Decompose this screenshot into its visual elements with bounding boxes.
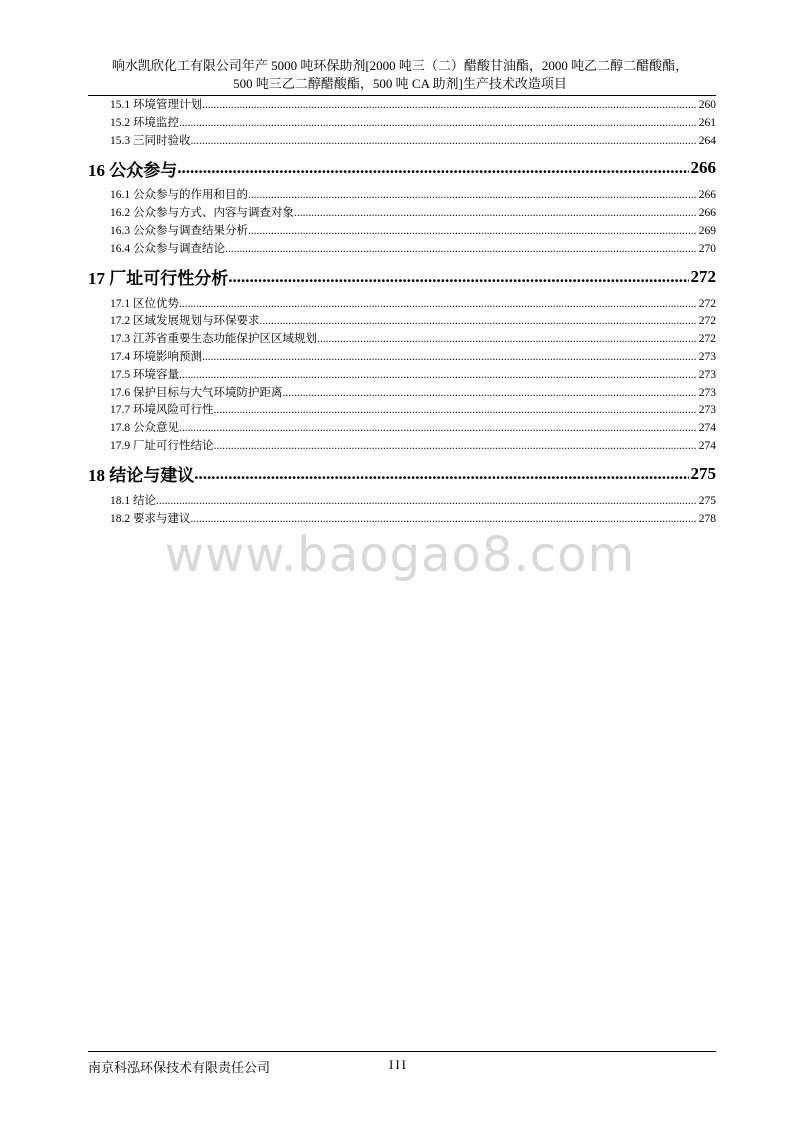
toc-entry-17-8[interactable]: 17.8 公众意见 ..... 274 xyxy=(88,419,716,437)
toc-entry-16-1[interactable]: 16.1 公众参与的作用和目的 ..... 266 xyxy=(88,186,716,204)
table-of-contents xyxy=(88,96,716,527)
toc-entry-17-3[interactable]: 17.3 江苏省重要生态功能保护区区域规划 ..... 272 xyxy=(88,330,716,348)
footer-company: 南京科泓环保技术有限责任公司 xyxy=(88,1060,271,1075)
toc-entry-16-2[interactable]: 16.2 公众参与方式、内容与调查对象 ..... 266 xyxy=(88,204,716,222)
toc-entry-18-2[interactable]: 18.2 要求与建议 ..... 278 xyxy=(88,510,716,528)
toc-chapter-18[interactable]: 18 结论与建议 ..... 275 xyxy=(88,455,716,489)
header-line-1: 响水凯欣化工有限公司年产 5000 吨环保助剂[2000 吨三（二）醋酸甘油酯，2000 吨乙二醇二醋酸酯， xyxy=(111,58,689,73)
toc-entry-17-6[interactable]: 17.6 保护目标与大气环境防护距离 ..... 273 xyxy=(88,384,716,402)
toc-entry-16-3[interactable]: 16.3 公众参与调查结果分析 ..... 269 xyxy=(88,222,716,240)
toc-entry-17-7[interactable]: 17.7 环境风险可行性 ..... 273 xyxy=(88,401,716,419)
toc-entry-16-4[interactable]: 16.4 公众参与调查结论 ..... 270 xyxy=(88,240,716,258)
toc-entry-15-2[interactable]: 15.2 环境监控 ..... 261 xyxy=(88,114,716,132)
toc-entry-17-4[interactable]: 17.4 环境影响预测 ..... 273 xyxy=(88,348,716,366)
toc-entry-17-5[interactable]: 17.5 环境容量 ..... 273 xyxy=(88,366,716,384)
toc-entry-17-1[interactable]: 17.1 区位优势 ..... 272 xyxy=(88,295,716,313)
running-header xyxy=(80,57,720,93)
toc-entry-15-1[interactable]: 15.1 环境管理计划 ..... 260 xyxy=(88,96,716,114)
toc-chapter-16[interactable]: 16 公众参与 ..... 266 xyxy=(88,149,716,183)
toc-entry-18-1[interactable]: 18.1 结论 ..... 275 xyxy=(88,492,716,510)
toc-entry-17-2[interactable]: 17.2 区域发展规划与环保要求 ..... 272 xyxy=(88,312,716,330)
toc-entry-17-9[interactable]: 17.9 厂址可行性结论 ..... 274 xyxy=(88,437,716,455)
footer-divider xyxy=(88,1051,716,1052)
header-line-2: 500 吨三乙二醇醋酸酯，500 吨 CA 助剂]生产技术改造项目 xyxy=(233,76,567,91)
page-number: III xyxy=(389,1057,408,1072)
toc-chapter-17[interactable]: 17 厂址可行性分析 ..... 272 xyxy=(88,258,716,292)
watermark: www.baogao8.com xyxy=(164,527,636,583)
toc-entry-15-3[interactable]: 15.3 三同时验收 ..... 264 xyxy=(88,132,716,150)
